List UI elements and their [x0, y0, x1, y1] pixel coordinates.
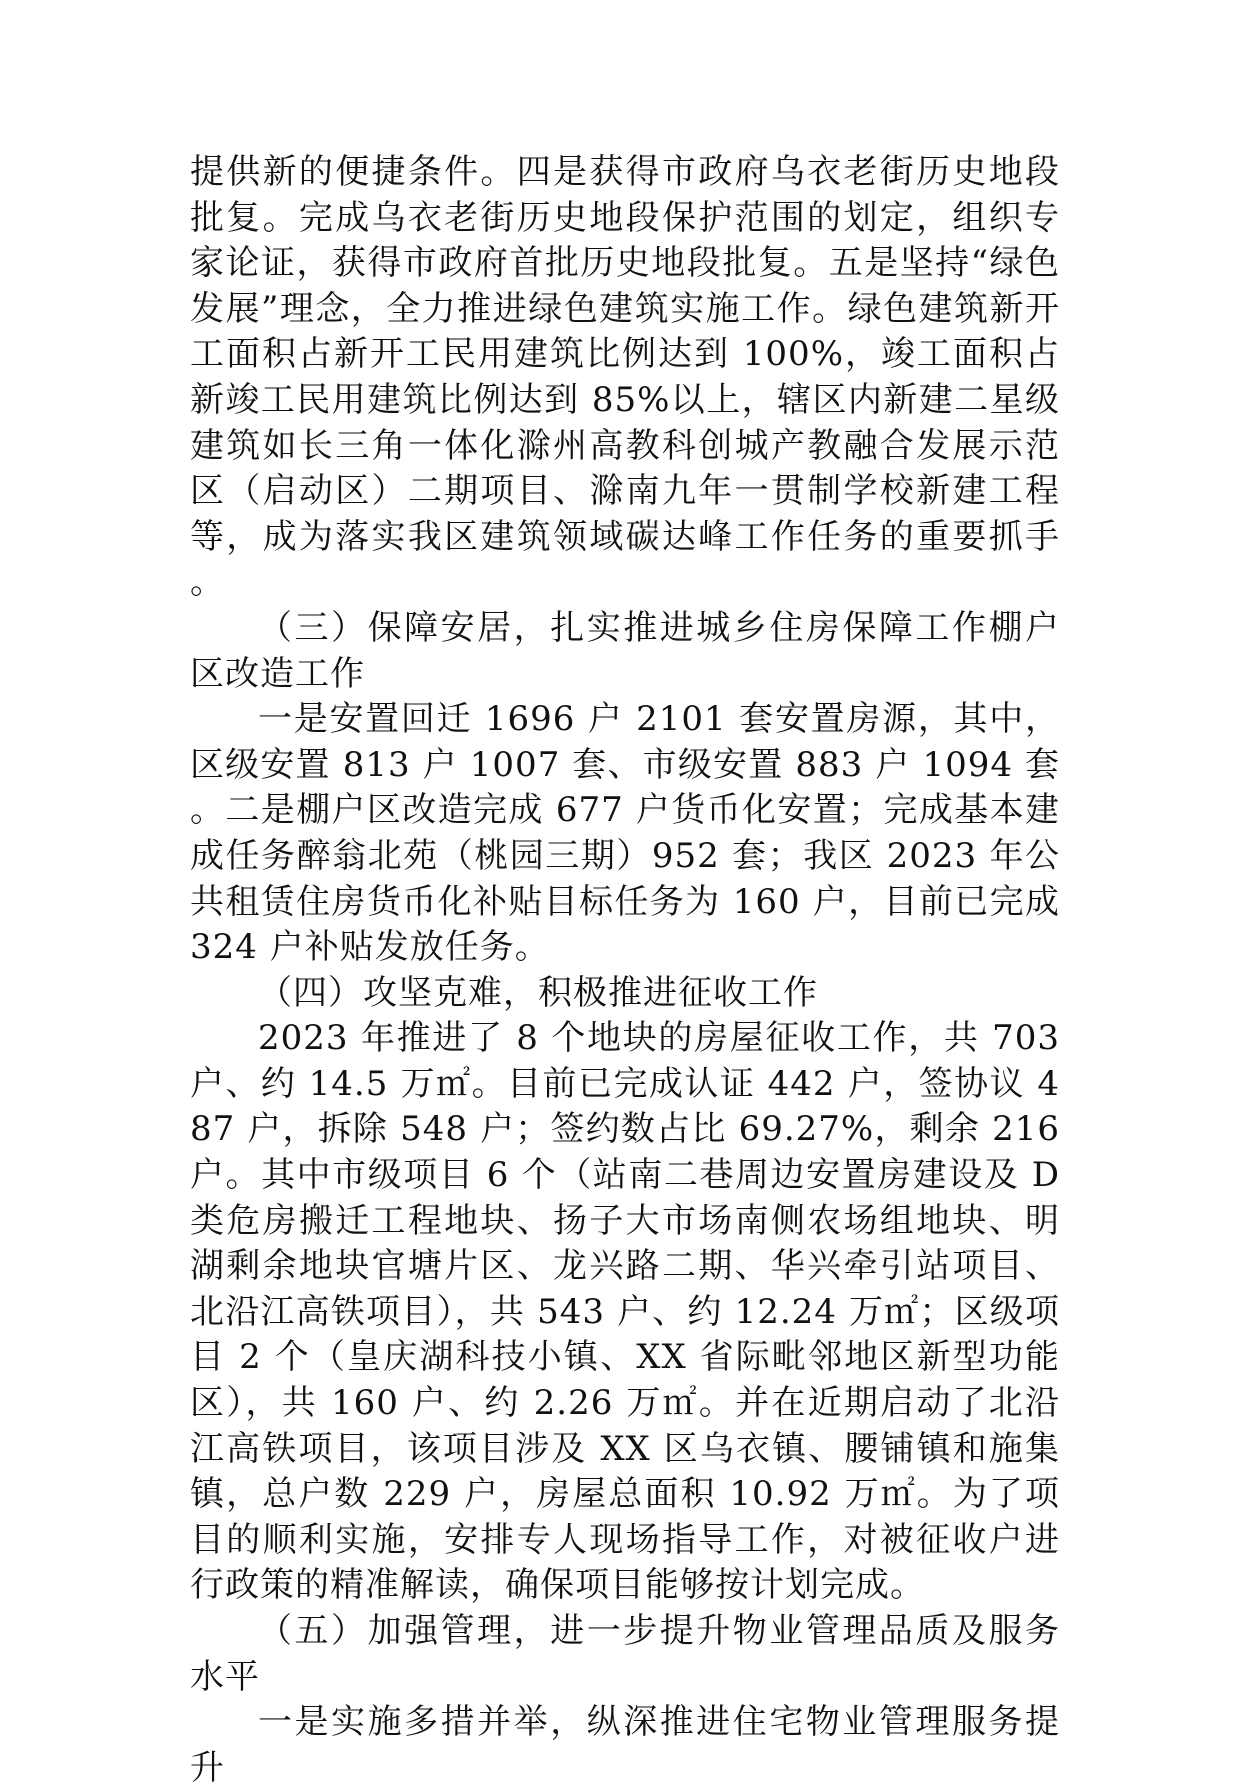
- section-heading-expropriation: （四）攻坚克难，积极推进征收工作: [258, 972, 818, 1013]
- section-heading-property-management: （五）加强管理，进一步提升物业管理品质及服务水平: [190, 1611, 1060, 1697]
- paragraph-property-management: 一是实施多措并举，纵深推进住宅物业管理服务提升: [190, 1702, 1060, 1788]
- section-heading-housing-security: （三）保障安居，扎实推进城乡住房保障工作棚户区改造工作: [190, 607, 1060, 694]
- document-body: [190, 150, 1060, 1791]
- paragraph-expropriation: 2023 年推进了 8 个地块的房屋征收工作，共 703 户、约 14.5 万㎡。目前已完成认证 442 户，签协议 487 户，拆除 548 户；签约数占比 69.27%，剩余 216 户。其中市级项目 6 个（站南二巷周边安置房建设及 D 类危房搬迁工程地块、扬子大市场南侧农场组地块、明湖剩余地块官塘片区、龙兴路二期、华兴牵引站项目、北沿江高铁项目），共 543 户、约 12.24 万㎡；区级项目 2 个（皇庆湖科技小镇、XX 省际毗邻地区新型功能区），共 160 户、约 2.26 万㎡。并在近期启动了北沿江高铁项目，该项目涉及 XX 区乌衣镇、腰铺镇和施集镇，总户数 229 户，房屋总面积 10.92 万㎡。为了项目的顺利实施，安排专人现场指导工作，对被征收户进行政策的精准解读，确保项目能够按计划完成。: [190, 1018, 1060, 1606]
- paragraph-housing-security: 一是安置回迁 1696 户 2101 套安置房源，其中，区级安置 813 户 1007 套、市级安置 883 户 1094 套。二是棚户区改造完成 677 户货币化安置；完成基本建成任务醉翁北苑（桃园三期）952 套；我区 2023 年公共租赁住房货币化补贴目标任务为 160 户，目前已完成 324 户补贴发放任务。: [190, 699, 1060, 968]
- paragraph-green-building: 提供新的便捷条件。四是获得市政府乌衣老街历史地段批复。完成乌衣老街历史地段保护范围的划定，组织专家论证，获得市政府首批历史地段批复。五是坚持“绿色发展”理念，全力推进绿色建筑实施工作。绿色建筑新开工面积占新开工民用建筑比例达到 100%，竣工面积占新竣工民用建筑比例达到 85%以上，辖区内新建二星级建筑如长三角一体化滁州高教科创城产教融合发展示范区（启动区）二期项目、滁南九年一贯制学校新建工程等，成为落实我区建筑领域碳达峰工作任务的重要抓手。: [190, 152, 1060, 603]
